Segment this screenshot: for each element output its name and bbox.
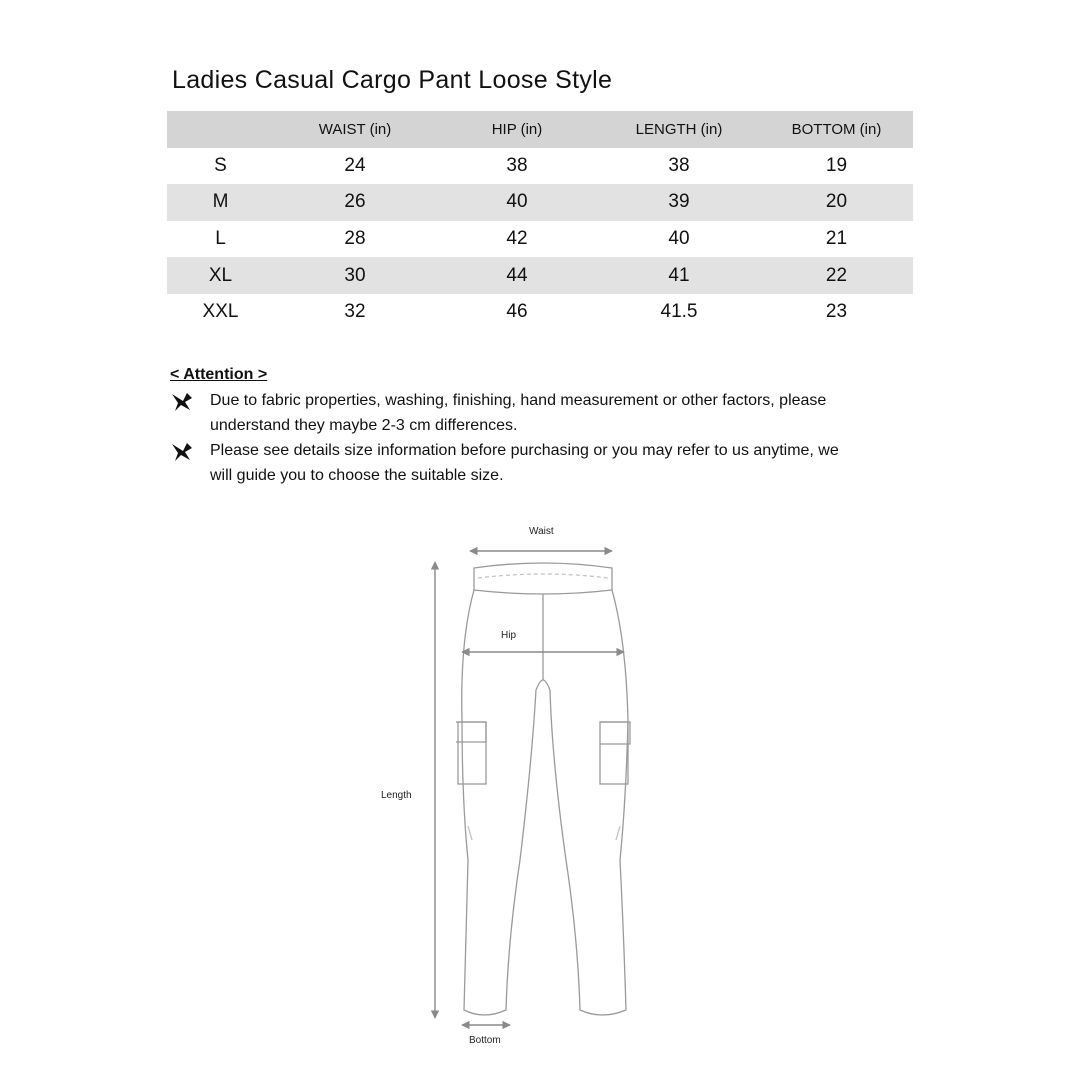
table-row xyxy=(167,184,913,221)
cell-length: 38 xyxy=(668,154,690,176)
header-length: LENGTH (in) xyxy=(598,111,760,148)
hip-label: Hip xyxy=(501,630,517,641)
cell-waist: 30 xyxy=(274,257,436,294)
cell-hip: 38 xyxy=(506,154,528,176)
cell-length: 39 xyxy=(598,184,760,221)
cell-waist: 32 xyxy=(344,301,366,323)
table-row xyxy=(167,294,913,331)
cell-hip: 42 xyxy=(506,228,528,250)
length-label: Length xyxy=(381,790,412,801)
header-waist: WAIST (in) xyxy=(274,111,436,148)
cell-size: M xyxy=(167,184,274,221)
table-row xyxy=(167,221,913,258)
table-row xyxy=(167,257,913,294)
page-title: Ladies Casual Cargo Pant Loose Style xyxy=(172,66,613,94)
pushpin-icon xyxy=(170,440,194,462)
cell-bottom: 20 xyxy=(760,184,913,221)
cell-hip: 40 xyxy=(436,184,598,221)
cell-length: 41 xyxy=(598,257,760,294)
header-size xyxy=(167,111,274,148)
waistband xyxy=(474,563,612,594)
left-leg xyxy=(462,590,543,1015)
waist-label: Waist xyxy=(529,526,554,537)
attention-note-text: Due to fabric properties, washing, finishing, hand measurement or other factors, please understand they maybe 2-3 cm differences. xyxy=(210,392,827,434)
cell-bottom: 22 xyxy=(760,257,913,294)
cell-waist: 28 xyxy=(344,228,366,250)
table-header-row xyxy=(167,111,913,148)
attention-note xyxy=(170,388,850,438)
cell-length: 40 xyxy=(668,228,690,250)
header-hip: HIP (in) xyxy=(436,111,598,148)
cell-hip: 44 xyxy=(436,257,598,294)
cell-size: XL xyxy=(167,257,274,294)
cell-length: 41.5 xyxy=(660,301,698,323)
cell-hip: 46 xyxy=(506,301,528,323)
left-cargo-pocket xyxy=(458,722,486,784)
attention-heading: < Attention > xyxy=(170,366,268,383)
header-bottom: BOTTOM (in) xyxy=(760,111,913,148)
bottom-label: Bottom xyxy=(469,1035,501,1046)
attention-note xyxy=(170,438,850,488)
attention-note-text: Please see details size information before purchasing or you may refer to us anytime, we will guide you to choose the suitable size. xyxy=(210,442,839,484)
cell-size: XXL xyxy=(202,301,239,323)
cell-size: S xyxy=(214,154,227,176)
right-cargo-pocket xyxy=(600,722,628,784)
cell-bottom: 19 xyxy=(825,154,848,176)
pushpin-icon xyxy=(170,390,194,412)
cell-size: L xyxy=(215,228,226,250)
cell-waist: 26 xyxy=(274,184,436,221)
cell-bottom: 21 xyxy=(825,228,848,250)
table-row xyxy=(167,148,913,185)
right-leg xyxy=(543,590,628,1015)
cell-bottom: 23 xyxy=(825,301,848,323)
size-chart-table xyxy=(167,111,913,331)
cell-waist: 24 xyxy=(344,154,366,176)
pants-outline xyxy=(456,563,630,1015)
